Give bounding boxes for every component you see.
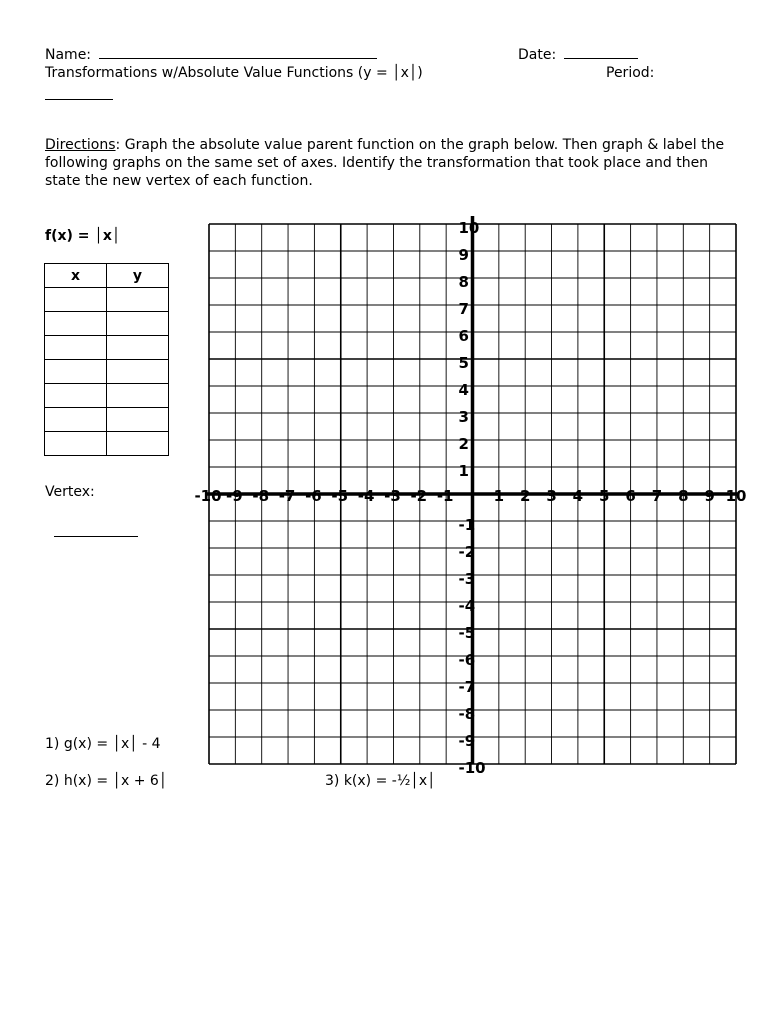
y-tick-label: -1 (458, 516, 476, 534)
x-tick-label: -6 (305, 487, 322, 505)
x-tick-label: 2 (519, 487, 531, 505)
y-tick-label: 5 (458, 354, 469, 372)
x-tick-label: -3 (384, 487, 401, 505)
x-tick-label: -2 (410, 487, 428, 505)
y-tick-label: 1 (458, 462, 469, 480)
y-tick-label: -9 (458, 732, 476, 750)
x-tick-label: 1 (493, 487, 505, 505)
worksheet-title: Transformations w/Absolute Value Functions (y = │x│) (45, 65, 423, 81)
x-tick-label: 5 (599, 487, 610, 505)
problem-1: 1) g(x) = │x│ - 4 (45, 736, 161, 752)
y-tick-label: 9 (458, 246, 469, 264)
y-tick-label: -7 (458, 678, 476, 696)
x-tick-label: -10 (194, 487, 222, 505)
tick-labels (194, 219, 746, 777)
x-tick-label: 3 (546, 487, 557, 505)
y-tick-label: 6 (458, 327, 469, 345)
x-tick-label: -8 (252, 487, 270, 505)
y-tick-label: -10 (458, 759, 486, 777)
y-tick-label: 3 (458, 408, 469, 426)
x-tick-label: 4 (572, 487, 584, 505)
y-tick-label: 2 (458, 435, 469, 453)
x-tick-label: 6 (625, 487, 636, 505)
problem-2: 2) h(x) = │x + 6│ (45, 773, 168, 789)
y-tick-label: 10 (458, 219, 480, 237)
x-tick-label: 7 (651, 487, 663, 505)
y-tick-label: -6 (458, 651, 476, 669)
directions-text: : Graph the absolute value parent function on the graph below. Then graph & label the following graphs on the same set of axes. Identify the transformation that took place and then state the new vertex of each function. (45, 137, 725, 189)
x-tick-label: -5 (331, 487, 349, 505)
period-label: Period: (606, 65, 655, 81)
y-tick-label: -3 (458, 570, 476, 588)
x-tick-label: -4 (357, 487, 375, 505)
vertex-label: Vertex: (45, 484, 95, 500)
table-header-x: x (45, 264, 107, 288)
y-tick-label: -4 (458, 597, 476, 615)
directions-label: Directions (45, 137, 116, 153)
x-tick-label: 10 (725, 487, 747, 505)
parent-function-label: f(x) = │x│ (45, 228, 121, 244)
y-tick-label: -5 (458, 624, 476, 642)
table-header-y: y (107, 264, 169, 288)
date-label: Date: (518, 47, 557, 63)
y-tick-label: -2 (458, 543, 476, 561)
y-tick-label: 7 (458, 300, 469, 318)
y-tick-label: 8 (458, 273, 469, 291)
x-tick-label: -1 (436, 487, 454, 505)
y-tick-label: 4 (458, 381, 469, 399)
x-tick-label: -9 (226, 487, 243, 505)
x-tick-label: -7 (278, 487, 296, 505)
name-label: Name: (45, 47, 92, 63)
x-tick-label: 8 (678, 487, 689, 505)
x-tick-label: 9 (704, 487, 715, 505)
y-tick-label: -8 (458, 705, 476, 723)
problem-3: 3) k(x) = -½│x│ (325, 773, 436, 789)
